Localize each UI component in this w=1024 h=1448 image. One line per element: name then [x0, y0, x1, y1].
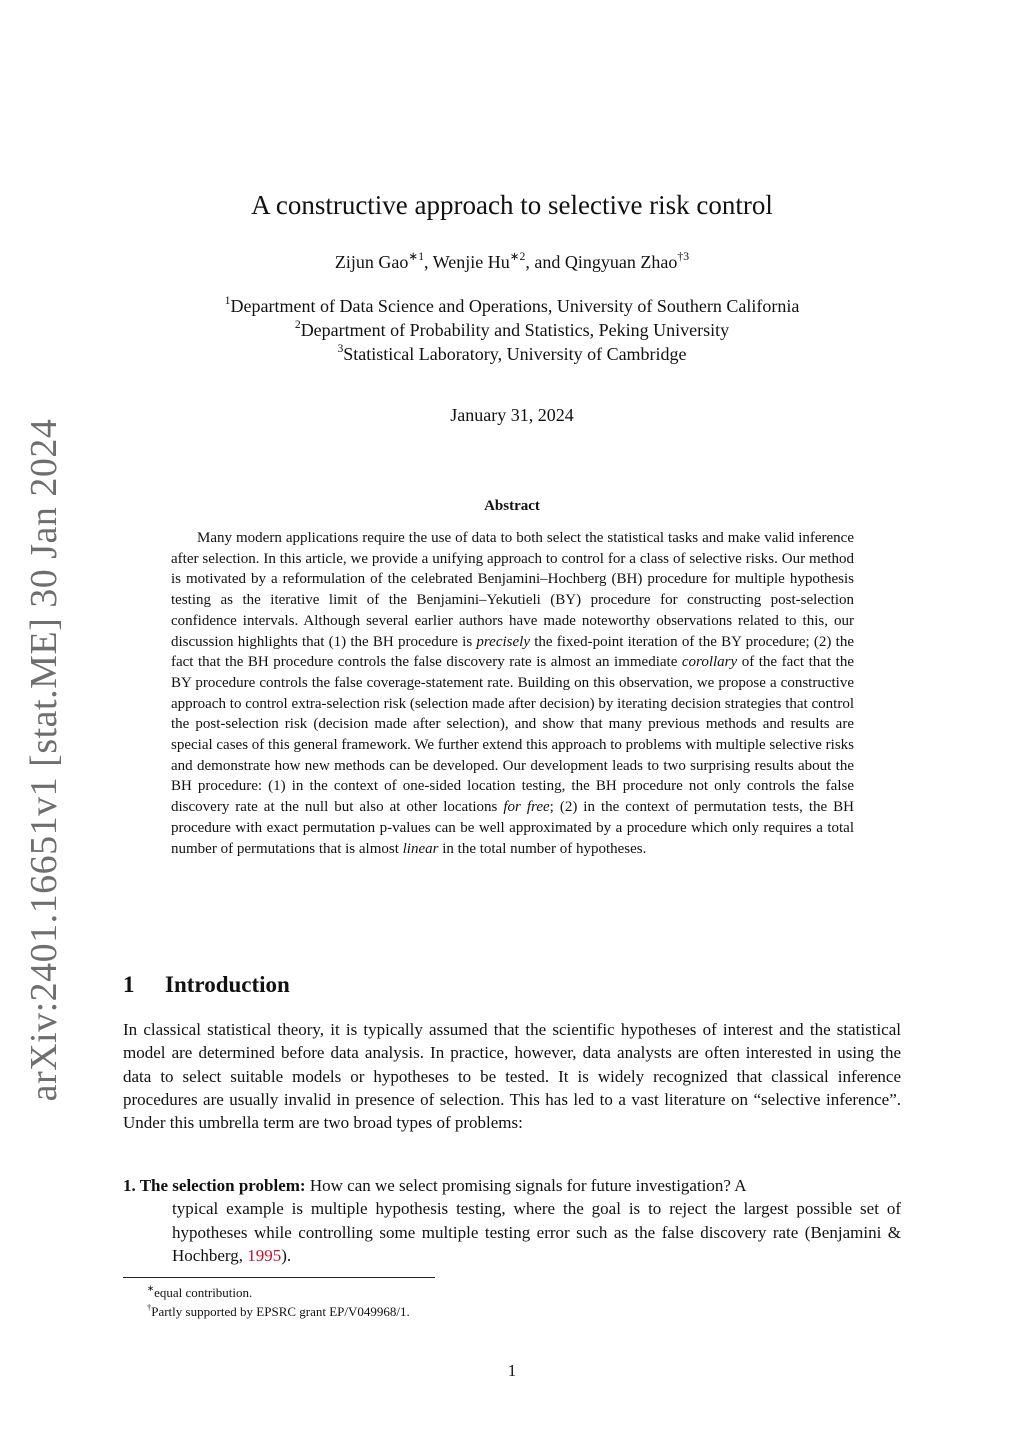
abstract-emphasis: for free	[503, 799, 550, 816]
author-separator: , and	[525, 252, 565, 272]
list-item-label: 1. The selection problem:	[123, 1176, 306, 1195]
list-item-first-line	[123, 1174, 901, 1197]
affiliation-number: 3	[337, 341, 344, 355]
affiliation-number: 1	[224, 293, 231, 307]
abstract-emphasis: precisely	[476, 633, 530, 650]
list-item-continuation	[123, 1197, 901, 1267]
abstract-heading: Abstract	[484, 498, 540, 514]
author-name: Wenjie Hu	[432, 252, 510, 272]
footnote-text: equal contribution.	[154, 1285, 253, 1300]
affiliation	[0, 294, 1024, 318]
author-mark: ∗2	[509, 249, 526, 263]
abstract-emphasis: linear	[402, 840, 439, 857]
list-item-text: How can we select promising signals for future investigation? A	[309, 1176, 747, 1195]
author-name: Zijun Gao	[334, 252, 409, 272]
affiliation-text: Department of Probability and Statistics, Peking University	[300, 320, 730, 340]
abstract-body	[171, 528, 854, 859]
list-item-text: typical example is multiple hypothesis testing, where the goal is to reject the largest possible set of hypotheses while controlling some multiple testing error such as the false discovery rate (Benjamini & Hochberg,	[172, 1199, 901, 1265]
author-mark: †3	[677, 249, 690, 263]
affiliation	[0, 318, 1024, 342]
author-mark: ∗1	[408, 249, 425, 263]
affiliation-number: 2	[294, 317, 301, 331]
page-number: 1	[507, 1361, 517, 1380]
author-separator: ,	[424, 252, 433, 272]
section-title: Introduction	[165, 972, 290, 997]
section-heading	[123, 972, 290, 998]
affiliation-text: Department of Data Science and Operations, University of Southern California	[230, 296, 800, 316]
paper-title: A constructive approach to selective risk control	[251, 190, 773, 220]
affiliation-list	[0, 294, 1024, 366]
abstract-text: ; (2) in the context of permutation tests, the BH procedure with exact permutation p-values can be well approximated by a procedure which only requires a total number of permutations that is almost	[171, 799, 854, 857]
intro-paragraph: In classical statistical theory, it is typically assumed that the scientific hypotheses of interest and the statistical model are determined before data analysis. In practice, however, data analysts are often interested in using the data to select suitable models or hypotheses to be tested. It is widely recognized that classical inference procedures are usually invalid in presence of selection. This has led to a vast literature on “selective inference”. Under this umbrella term are two broad types of problems:	[123, 1020, 901, 1133]
footnote-text: Partly supported by EPSRC grant EP/V049968/1.	[151, 1304, 410, 1319]
affiliation	[0, 342, 1024, 366]
list-item-text: ).	[281, 1245, 292, 1265]
arxiv-identifier-stamp: arXiv:2401.16651v1 [stat.ME] 30 Jan 2024	[23, 418, 65, 1102]
abstract-text: in the total number of hypotheses.	[438, 840, 647, 857]
footnote-mark: †	[147, 1301, 152, 1312]
author-name: Qingyuan Zhao	[564, 252, 678, 272]
abstract-text: Many modern applications require the use of data to both select the statistical tasks and make valid inference after selection. In this article, we provide a unifying approach to control for a class of selective risks. Our method is motivated by a reformulation of the celebrated Benjamini–Hochberg (BH) procedure for multiple hypothesis testing as the iterative limit of the Benjamini–Yekutieli (BY) procedure for constructing post-selection confidence intervals. Although several earlier authors have made noteworthy observations related to this, our discussion highlights that (1) the BH procedure is	[171, 530, 854, 650]
footnote-mark: ∗	[147, 1282, 155, 1293]
citation-link[interactable]: 1995	[247, 1245, 282, 1265]
footnotes	[147, 1283, 410, 1321]
abstract-text: of the fact that the BY procedure controls the false coverage-statement rate. Building on this observation, we propose a constructive approach to control extra-selection risk (selection made after decision) by iterating decision strategies that control the post-selection risk (decision made after selection), and show that many previous methods and results are special cases of this general framework. We further extend this approach to problems with multiple selective risks and demonstrate how new methods can be developed. Our development leads to two surprising results about the BH procedure: (1) in the context of one-sided location testing, the BH procedure not only controls the false discovery rate at the null but also at other locations	[171, 654, 854, 816]
footnote	[147, 1302, 410, 1321]
publication-date: January 31, 2024	[450, 405, 574, 425]
list-item	[123, 1174, 901, 1267]
section-number: 1	[123, 972, 135, 997]
abstract-text: the fixed-point iteration of the BY procedure; (2) the fact that the BH procedure controls the false discovery rate is almost an immediate	[171, 633, 854, 671]
affiliation-text: Statistical Laboratory, University of Cambridge	[343, 344, 687, 364]
footnote	[147, 1283, 410, 1302]
abstract-emphasis: corollary	[681, 654, 738, 671]
footnote-divider	[123, 1277, 435, 1278]
author-list	[0, 249, 1024, 273]
